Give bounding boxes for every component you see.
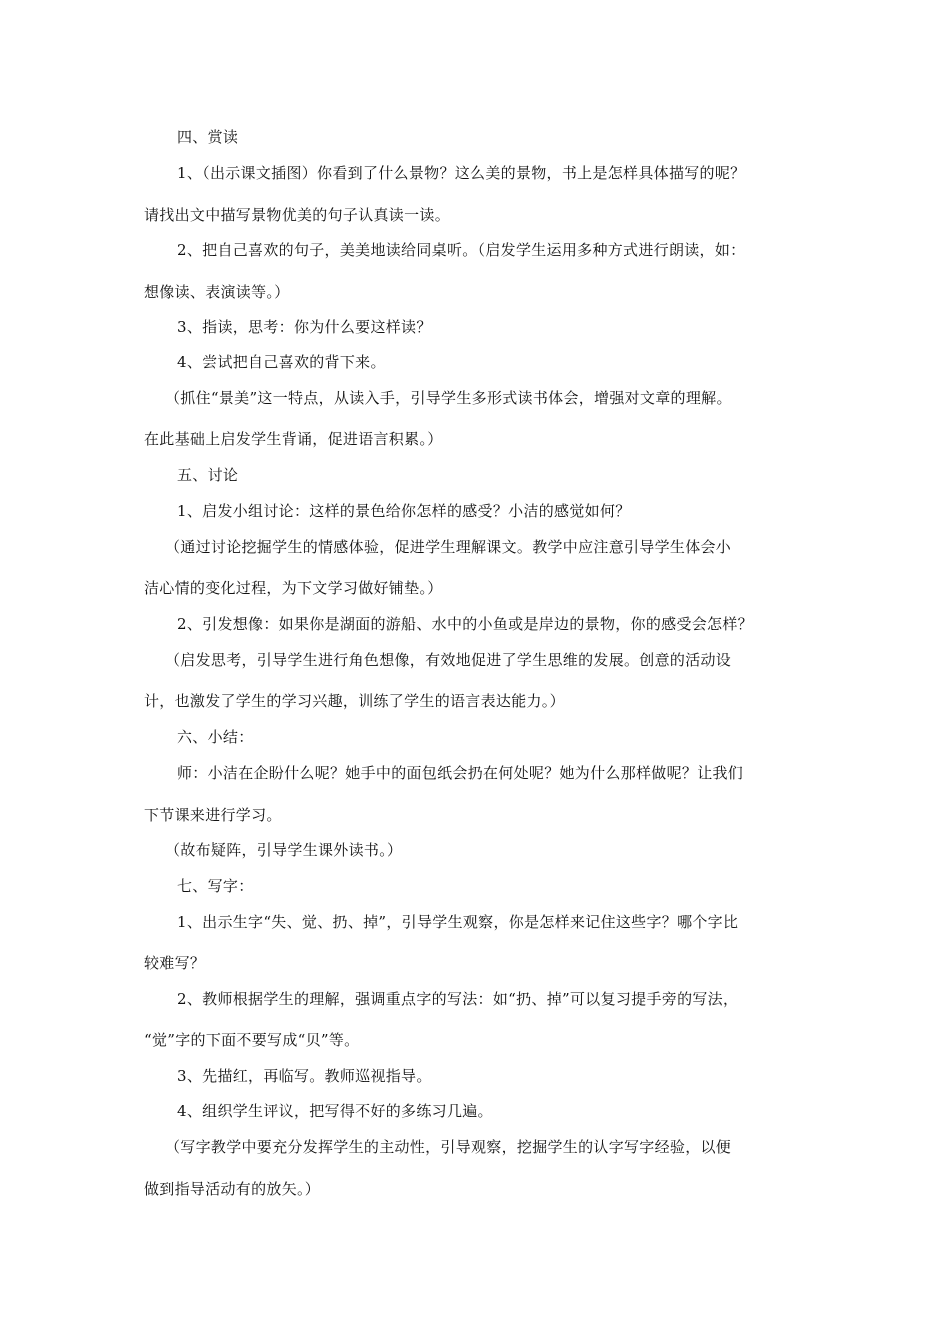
- paragraph-line: 在此基础上启发学生背诵，促进语言积累。）: [144, 430, 443, 448]
- paragraph-line: （启发思考，引导学生进行角色想像，有效地促进了学生思维的发展。创意的活动设: [165, 651, 732, 669]
- paragraph-line: 洁心情的变化过程，为下文学习做好铺垫。）: [144, 579, 443, 597]
- paragraph-line: （抓住“景美”这一特点，从读入手，引导学生多形式读书体会，增强对文章的理解。: [165, 389, 732, 407]
- paragraph-line: 想像读、表演读等。）: [144, 283, 290, 301]
- paragraph-line: 计，也激发了学生的学习兴趣，训练了学生的语言表达能力。）: [144, 692, 565, 710]
- paragraph-line: “觉”字的下面不要写成“贝”等。: [144, 1031, 360, 1049]
- paragraph-line: （故布疑阵，引导学生课外读书。）: [165, 841, 403, 859]
- paragraph-line: 2、把自己喜欢的句子，美美地读给同桌听。（启发学生运用多种方式进行朗读，如：: [177, 241, 746, 259]
- paragraph-line: 3、指读，思考：你为什么要这样读？: [177, 318, 432, 336]
- paragraph-line: （写字教学中要充分发挥学生的主动性，引导观察，挖掘学生的认字写字经验，以便: [165, 1138, 732, 1156]
- paragraph-line: 4、组织学生评议，把写得不好的多练习几遍。: [177, 1102, 493, 1120]
- paragraph-line: 4、尝试把自己喜欢的背下来。: [177, 353, 386, 371]
- paragraph-line: 做到指导活动有的放矢。）: [144, 1180, 321, 1198]
- section-heading-writing: 七、写字：: [177, 877, 254, 895]
- section-heading-discussion: 五、讨论: [177, 466, 239, 484]
- paragraph-line: 3、先描红，再临写。教师巡视指导。: [177, 1067, 432, 1085]
- paragraph-line: 2、教师根据学生的理解，强调重点字的写法：如“扔、掉”可以复习提手旁的写法，: [177, 990, 739, 1008]
- paragraph-line: 较难写？: [144, 954, 206, 972]
- paragraph-line: 师：小洁在企盼什么呢？她手中的面包纸会扔在何处呢？她为什么那样做呢？让我们: [177, 764, 744, 782]
- paragraph-line: 下节课来进行学习。: [144, 806, 282, 824]
- paragraph-line: 请找出文中描写景物优美的句子认真读一读。: [144, 206, 451, 224]
- paragraph-line: 1、出示生字“失、觉、扔、掉”，引导学生观察，你是怎样来记住这些字？哪个字比: [177, 913, 739, 931]
- section-heading-summary: 六、小结：: [177, 728, 254, 746]
- paragraph-line: （通过讨论挖掘学生的情感体验，促进学生理解课文。教学中应注意引导学生体会小: [165, 538, 732, 556]
- paragraph-line: 1、（出示课文插图）你看到了什么景物？这么美的景物，书上是怎样具体描写的呢？: [177, 164, 746, 182]
- section-heading-reading: 四、赏读: [177, 128, 239, 146]
- paragraph-line: 1、启发小组讨论：这样的景色给你怎样的感受？小洁的感觉如何？: [177, 502, 631, 520]
- paragraph-line: 2、引发想像：如果你是湖面的游船、水中的小鱼或是岸边的景物，你的感受会怎样？: [177, 615, 753, 633]
